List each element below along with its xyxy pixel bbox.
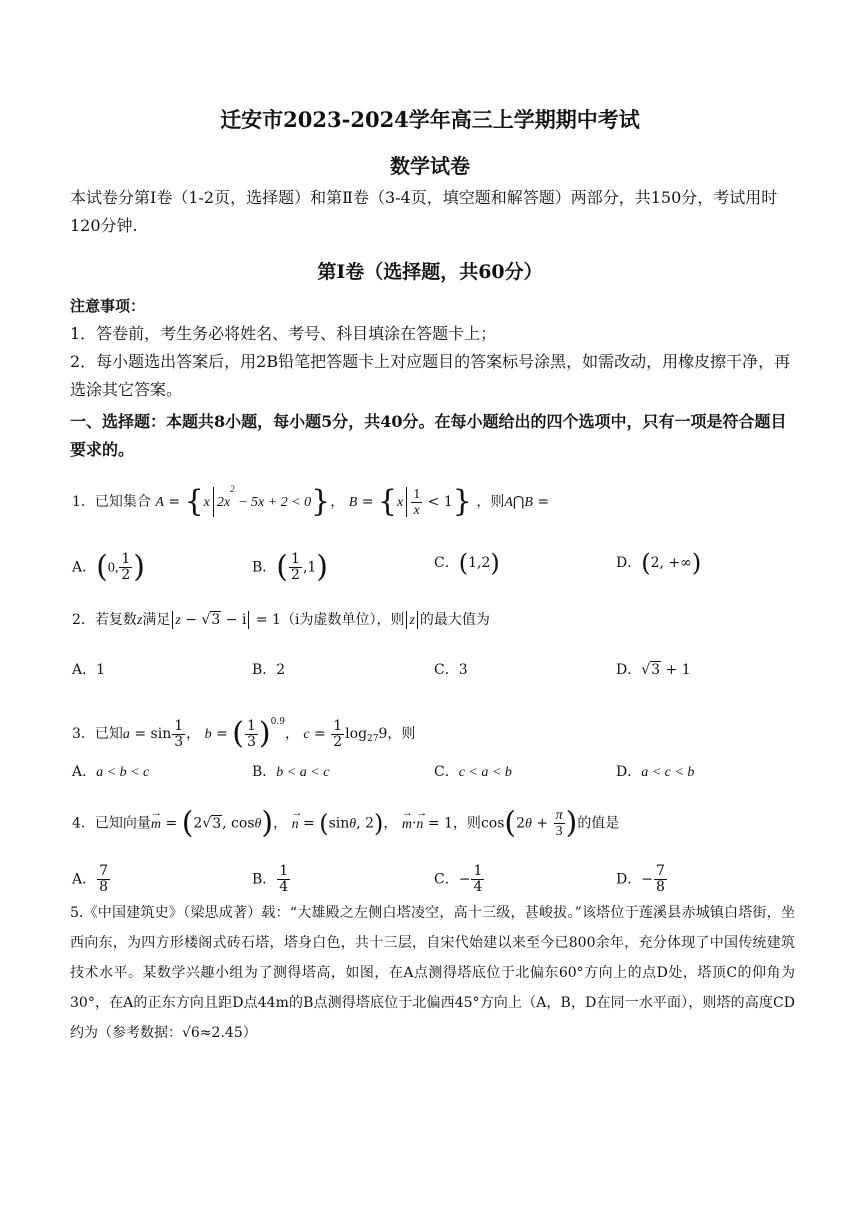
q3-option-b: B．b < a < c bbox=[252, 764, 330, 780]
q4-option-c: C．− $\frac{1}{4}$ bbox=[434, 863, 483, 895]
question-4: 4．已知向量→ m = (2√3, cosθ)， → n = (sinθ, 2)， → m·→ n = 1，则cos(2θ + $\frac{\pi}{3}$ )的值是 bbox=[72, 808, 619, 839]
q2-option-b: B．2 bbox=[252, 662, 286, 678]
q3-option-c: C．c < a < b bbox=[434, 764, 512, 780]
notes-item-2: 2．每小题选出答案后，用2B铅笔把答题卡上对应题目的答案标号涂黑，如需改动，用橡皮擦干净，再选涂其它答案。 bbox=[70, 352, 791, 399]
exam-intro: 本试卷分第Ⅰ卷（1-2页，选择题）和第Ⅱ卷（3-4页，填空题和解答题）两部分，共150分，考试用时120分钟. bbox=[70, 188, 778, 235]
question-1: 1．已知集合 A = {x $2x^2 - 5x + 2 < 0$}， B = {x $\frac{1}{x}$ < 1} ，则A⋂B = bbox=[72, 484, 550, 519]
q1-option-b: B．( $\frac{1}{2}$ ,1) bbox=[252, 549, 329, 585]
q1-option-d: D．(2, +∞) bbox=[616, 549, 702, 577]
q1-option-a: A．(0, $\frac{1}{2}$ ) bbox=[72, 549, 145, 585]
set-b: B bbox=[348, 495, 358, 510]
exam-title: 迁安市2023-2024学年高三上学期期中考试 bbox=[220, 107, 640, 132]
q3-option-a: A．a < b < c bbox=[72, 764, 150, 780]
exam-subtitle: 数学试卷 bbox=[390, 154, 470, 178]
section-title: 第Ⅰ卷（选择题，共60分） bbox=[317, 261, 543, 283]
q4-option-b: B． $\frac{1}{4}$ bbox=[252, 863, 289, 895]
q1-option-c: C．(1,2) bbox=[434, 549, 500, 577]
question-5: 5.《中国建筑史》（梁思成著）载：“大雄殿之左侧白塔凌空，高十三级，甚峻拔。”该塔位于莲溪县赤城镇白塔街，坐西向东，为四方形楼阁式砖石塔，塔身白色，共十三层，自宋代始建以来至今已800余年，充分体现了中国传统建筑技术水平。某数学兴趣小组为了测得塔高，如图，在A点测得塔底位于北偏东60°方向上的点D处，塔顶C的仰角为30°，在A的正东方向且距D点44m的B点测得塔底位于北偏西45°方向上（A，B，D在同一水平面），则塔的高度CD约为（参考数据：√6≈2.45） bbox=[70, 905, 795, 1041]
q2-option-a: A．1 bbox=[72, 662, 106, 678]
q4-option-d: D．− $\frac{7}{8}$ bbox=[616, 863, 665, 895]
set-a: A bbox=[155, 495, 164, 510]
notes-heading: 注意事项： bbox=[70, 297, 146, 315]
q2-option-c: C．3 bbox=[434, 662, 468, 678]
q4-option-a: A． $\frac{7}{8}$ bbox=[72, 863, 109, 895]
q3-option-d: D．a < c < b bbox=[616, 764, 695, 780]
question-3: 3．已知a = sin $\frac{1}{3}$ ， b = ( $\frac{1}{3}$ )$^{0.9}$， c = $\frac{1}{2}$ $\log_{27}9$，则 bbox=[72, 716, 416, 751]
q2-option-d: D．√3 + 1 bbox=[616, 662, 691, 678]
part1-heading: 一、选择题：本题共8小题，每小题5分，共40分。在每小题给出的四个选项中，只有一项是符合题目要求的。 bbox=[70, 412, 787, 459]
notes-item-1: 1．答卷前，考生务必将姓名、考号、科目填涂在答题卡上； bbox=[70, 324, 497, 343]
question-2: 2．若复数z满足 z − √3 − i = 1（i为虚数单位），则 z 的最大值为 bbox=[72, 612, 490, 628]
